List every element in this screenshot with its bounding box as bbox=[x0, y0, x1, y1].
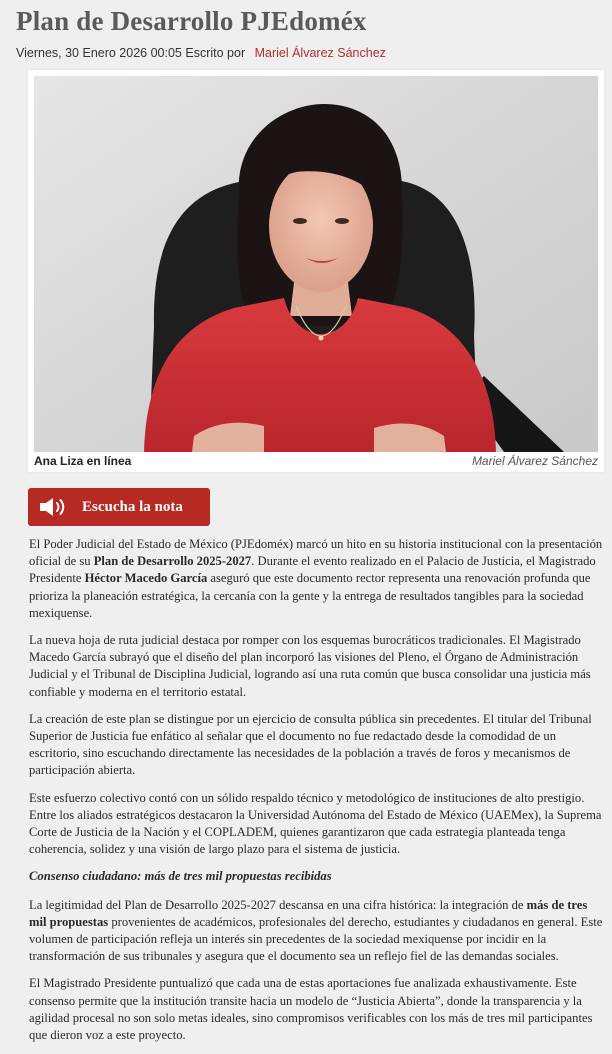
image-caption: Ana Liza en línea bbox=[34, 454, 132, 468]
article-photo bbox=[34, 76, 598, 452]
written-by-label: Escrito por bbox=[185, 46, 246, 60]
bold-plan-name: Plan de Desarrollo 2025-2027 bbox=[93, 554, 252, 569]
image-credit: Mariel Álvarez Sánchez bbox=[471, 454, 598, 468]
bold-proposals: más de tres mil propuestas bbox=[29, 897, 588, 929]
article-figure bbox=[28, 70, 604, 472]
subheading: Consenso ciudadano: más de tres mil propuestas recibidas bbox=[29, 869, 332, 884]
listen-audio-label: Escucha la nota bbox=[82, 498, 183, 515]
author-link[interactable]: Mariel Álvarez Sánchez bbox=[254, 46, 386, 60]
speaker-icon bbox=[38, 496, 68, 518]
paragraph-text: . Durante el evento realizado en el Palacio de Justicia, el Magistrado Presidente bbox=[29, 554, 596, 586]
paragraph-4: Este esfuerzo colectivo contó con un sólido respaldo técnico y metodológico de instituciones de alto prestigio. Entre los aliados estratégicos destacaron la Universidad Autónoma del Estado de México (UAEMex), la Suprema Corte de Justicia de la Nación y el COPLADEM, quienes garantizaron que cada estrategia planteada tenga coherencia, solidez y una visión de largo plazo para el sistema de justicia. bbox=[29, 790, 602, 857]
paragraph-text: aseguró que este documento rector representa una renovación profunda que prioriza la planeación estratégica, la cercanía con la gente y la entrega de resultados tangibles para la sociedad mexiquense. bbox=[29, 571, 591, 620]
paragraph-3: La creación de este plan se distingue por un ejercicio de consulta pública sin precedentes. El titular del Tribunal Superior de Justicia fue enfático al señalar que el documento no fue redactado desde la comodidad de un escritorio, sino escuchando directamente las necesidades de la población a través de foros y mecanismos de participación abierta. bbox=[29, 711, 592, 778]
article-date: Viernes, 30 Enero 2026 00:05 bbox=[16, 46, 182, 60]
listen-audio-button[interactable] bbox=[28, 488, 210, 526]
paragraph-2: La nueva hoja de ruta judicial destaca por romper con los esquemas burocráticos tradicionales. El Magistrado Macedo García subrayó que el diseño del plan incorporó las visiones del Pleno, el Órgano de Administración Judicial y el Tribunal de Disciplina Judicial, logrando así una ruta común que busca consolidar una justicia más confiable y moderna en el territorio estatal. bbox=[29, 633, 591, 699]
paragraph-text: provenientes de académicos, profesionales del derecho, estudiantes y ciudadanos en general. Este volumen de participación refleja un interés sin precedentes de la sociedad mexiquense por incidir en la transformación de sus tribunales y asegura que el documento sea un reflejo fiel de las demandas sociales. bbox=[29, 914, 603, 964]
paragraph-text: La legitimidad del Plan de Desarrollo 2025-2027 descansa en una cifra histórica: la integración de bbox=[29, 897, 527, 912]
article-body bbox=[29, 536, 603, 1054]
article-title: Plan de Desarrollo PJEdoméx bbox=[16, 6, 367, 36]
bold-magistrate-name: Héctor Macedo García bbox=[84, 571, 208, 586]
portrait-photo bbox=[34, 76, 598, 452]
paragraph-6: El Magistrado Presidente puntualizó que cada una de estas aportaciones fue analizada exhaustivamente. Este consenso permite que la institución transite hacia un modelo de “Justicia Abierta”, donde la transparencia y la agilidad procesal no son solo metas ideales, sino compromisos verificables con los más de tres mil participantes que dieron voz a este proyecto. bbox=[29, 976, 593, 1043]
paragraph-1 bbox=[29, 536, 603, 622]
article-meta bbox=[16, 46, 386, 60]
paragraph-5 bbox=[29, 897, 603, 966]
paragraph-text: El Poder Judicial del Estado de México (PJEdoméx) marcó un hito en su historia institucional con la presentación oficial de su bbox=[29, 537, 603, 569]
